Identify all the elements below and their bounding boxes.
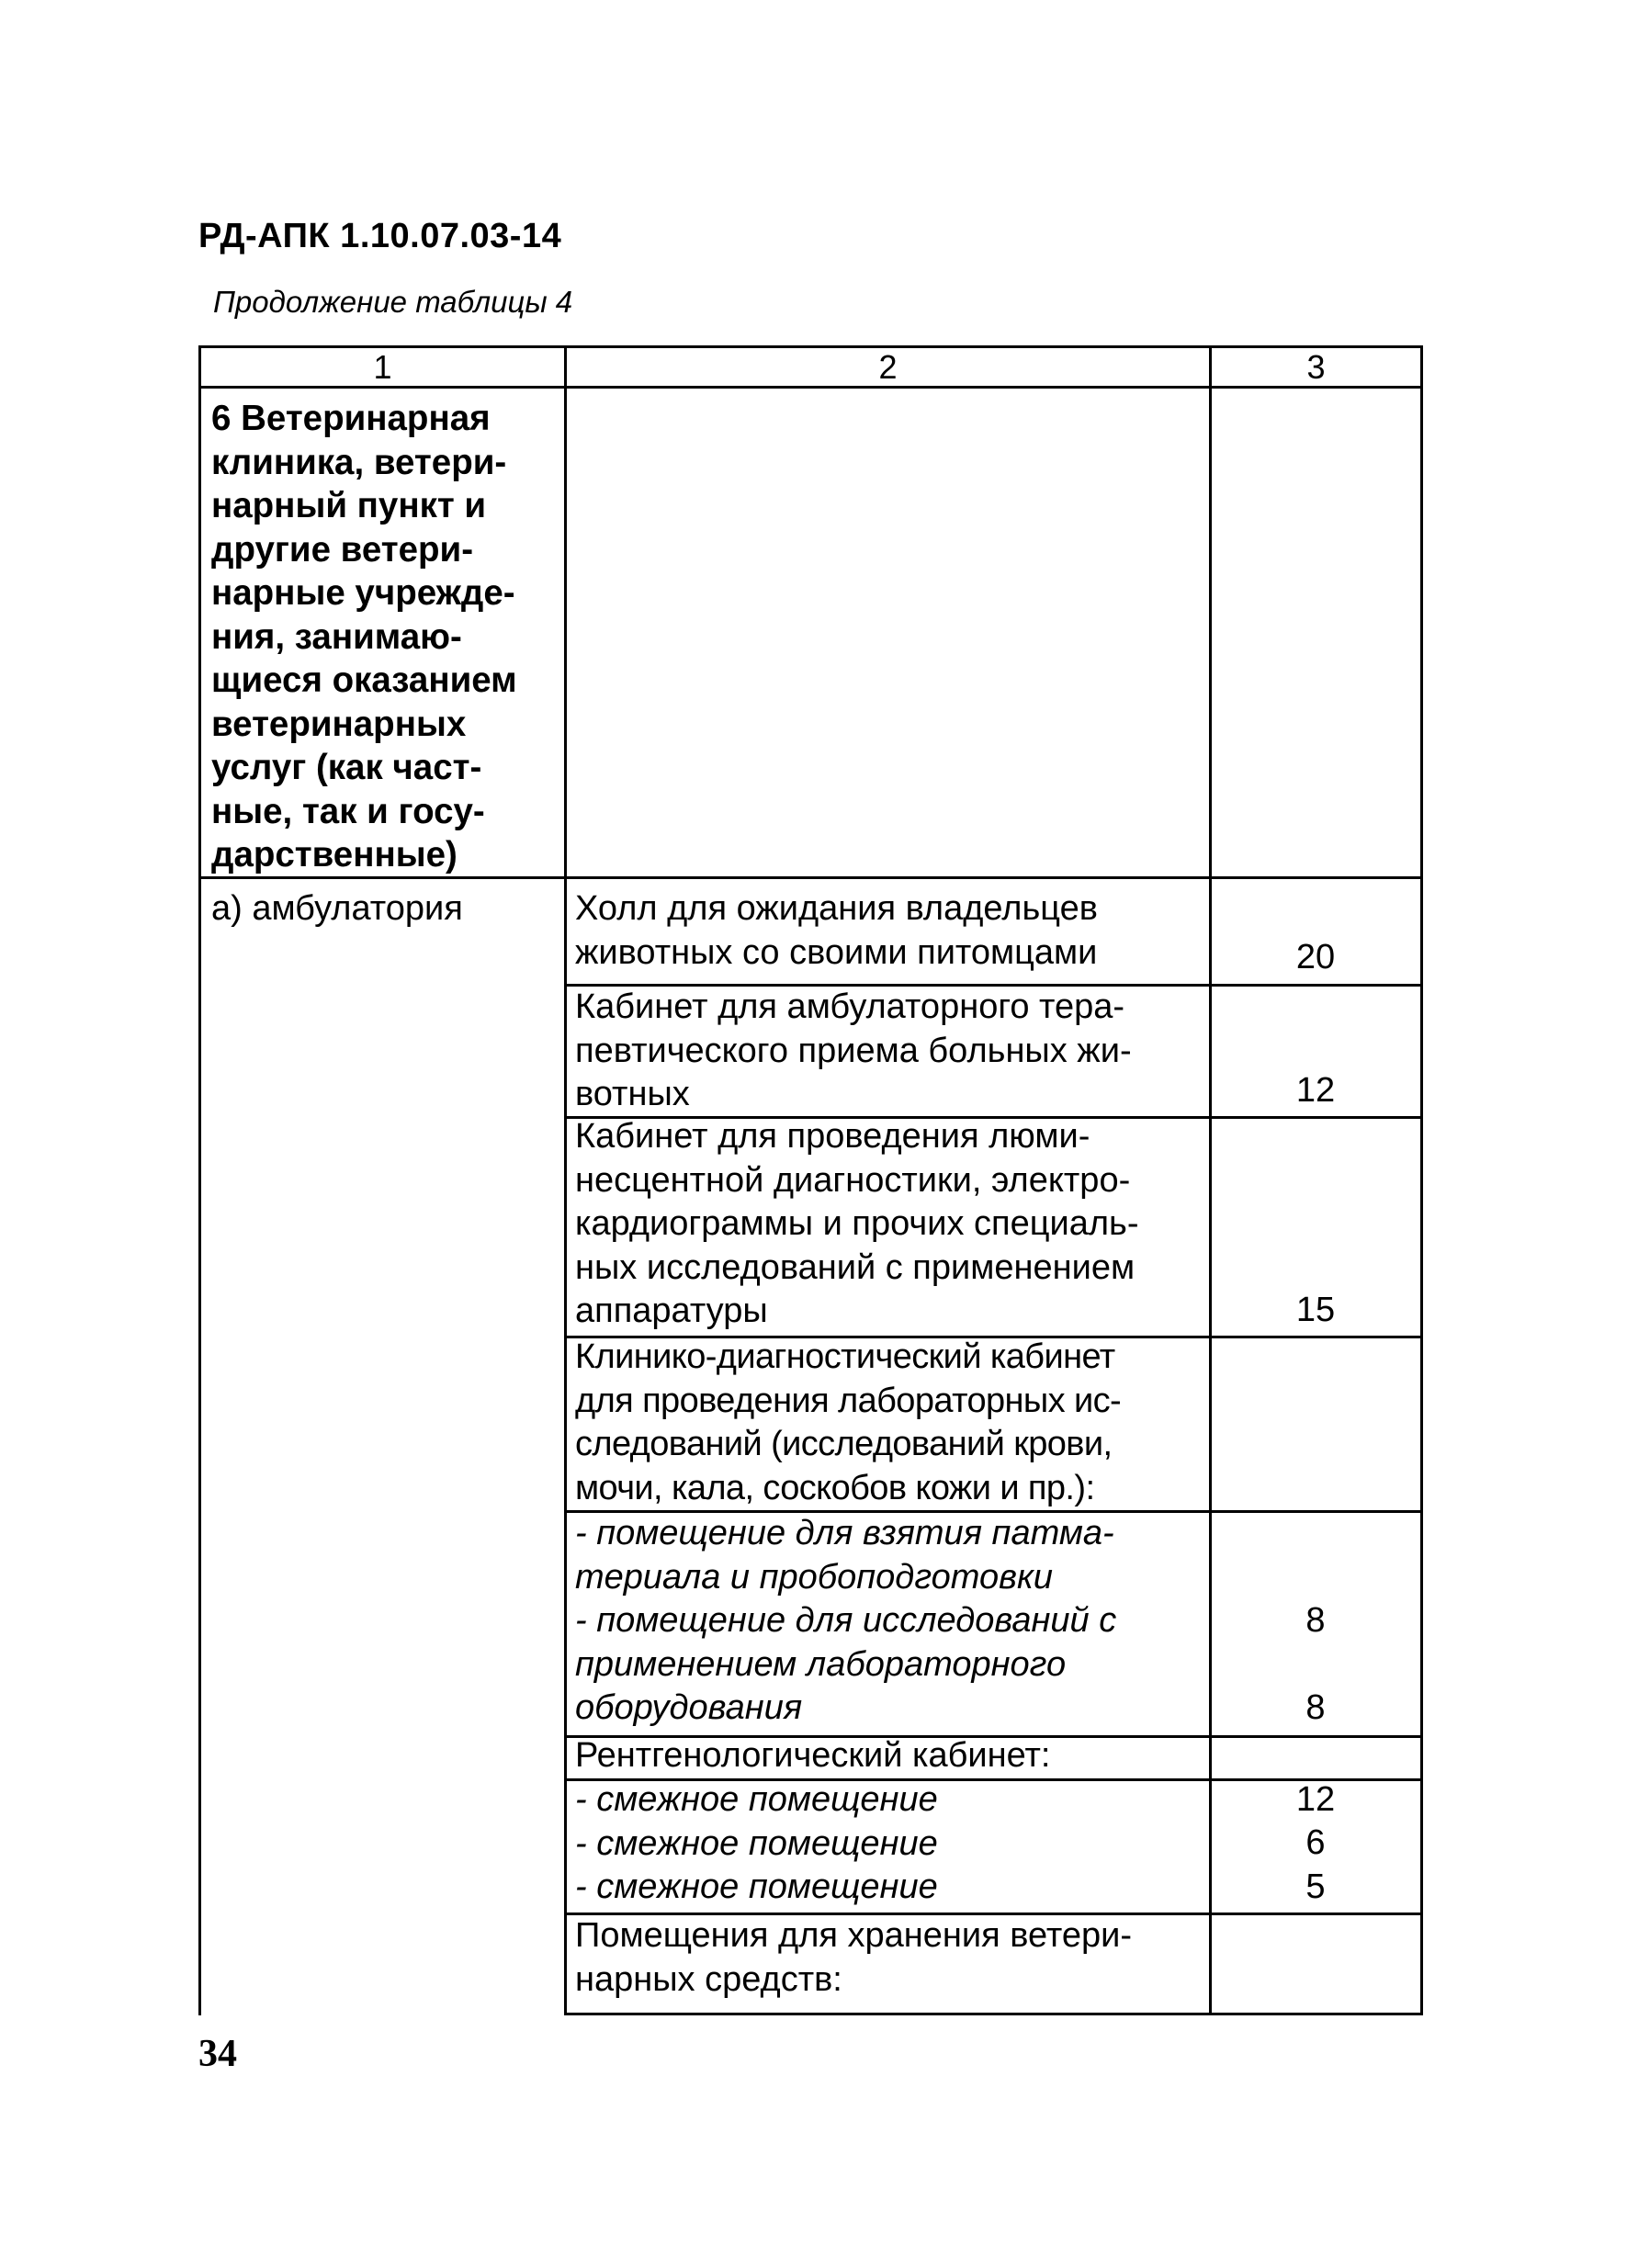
table-row-value: 12 xyxy=(1295,1780,1336,1819)
table-row-text: - помещение для взятия патма- териала и пробоподготовки - помещение для исследований с применением лабораторного оборудования xyxy=(575,1514,1117,1727)
section-title: 6 Ветеринарная клиника, ветери- нарный пункт и другие ветери- нарные учрежде- ния, занимаю- щиеся оказанием ветеринарных услуг (как част- ные, так и госу- дарственные) xyxy=(211,399,517,874)
table-caption: Продолжение таблицы 4 xyxy=(213,285,573,319)
table-divider-col2 xyxy=(1209,345,1212,2015)
column-header-2: 2 xyxy=(878,348,898,386)
table-border-bottom xyxy=(564,2013,1423,2015)
table-row-value: 6 xyxy=(1305,1823,1326,1862)
table-row-text: Помещения для хранения ветери- нарных средств: xyxy=(575,1916,1132,1999)
table-row-text: - смежное помещение - смежное помещение - смежное помещение xyxy=(575,1780,938,1906)
column-header-3: 3 xyxy=(1306,348,1326,386)
table-row-value: 12 xyxy=(1295,1071,1336,1110)
table-row-value: 8 xyxy=(1305,1601,1326,1640)
data-table xyxy=(198,345,1424,2015)
column-header-1: 1 xyxy=(373,348,392,386)
table-row-value: 8 xyxy=(1305,1688,1326,1727)
table-border-left xyxy=(198,345,201,2015)
table-row-value: 15 xyxy=(1295,1291,1336,1329)
table-row-value: 20 xyxy=(1295,938,1336,976)
subsection-label: а) амбулатория xyxy=(211,889,463,928)
table-row-text: Холл для ожидания владельцев животных со своими питомцами xyxy=(575,889,1098,972)
table-row-text: Клинико-диагностический кабинет для проведения лабораторных ис- следований (исследований крови, мочи, кала, соскобов кожи и пр.): xyxy=(575,1337,1122,1507)
table-row-text: Кабинет для проведения люми- несцентной диагностики, электро- кардиограммы и прочих специаль- ных исследований с применением аппаратуры xyxy=(575,1117,1139,1330)
table-row-value: 5 xyxy=(1305,1867,1326,1906)
table-row-text: Рентгенологический кабинет: xyxy=(575,1736,1051,1775)
page-number: 34 xyxy=(198,2033,237,2075)
document-code: РД-АПК 1.10.07.03-14 xyxy=(198,217,562,255)
table-divider-col1 xyxy=(564,345,567,2015)
table-border-right xyxy=(1420,345,1423,2015)
table-row-text: Кабинет для амбулаторного тера- певтического приема больных жи- вотных xyxy=(575,987,1132,1113)
